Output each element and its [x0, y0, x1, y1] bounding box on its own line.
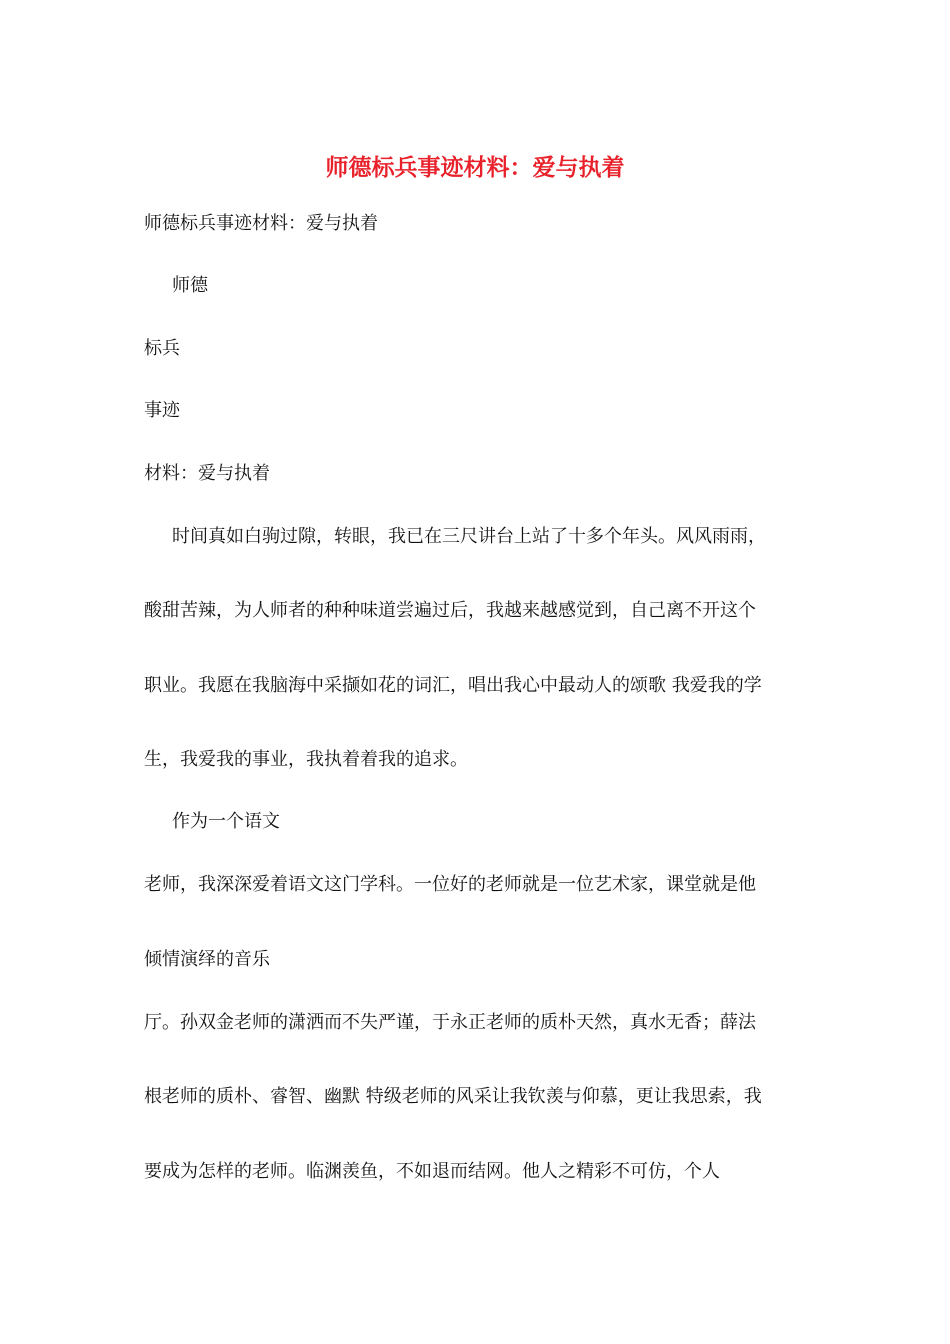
paragraph-line: 时间真如白驹过隙，转眼，我已在三尺讲台上站了十多个年头。风风雨雨，	[172, 526, 766, 547]
paragraph-line: 职业。我愿在我脑海中采撷如花的词汇，唱出我心中最动人的颂歌 我爱我的学	[144, 675, 762, 696]
paragraph-line: 厅。孙双金老师的潇洒而不失严谨，于永正老师的质朴天然，真水无香；薛法	[144, 1012, 756, 1033]
text-line: 师德	[172, 275, 208, 296]
paragraph-line: 作为一个语文	[172, 811, 280, 832]
paragraph-line: 酸甜苦辣，为人师者的种种味道尝遍过后，我越来越感觉到，自己离不开这个	[144, 600, 756, 621]
paragraph-line: 生，我爱我的事业，我执着着我的追求。	[144, 749, 468, 770]
document-title: 师德标兵事迹材料：爱与执着	[325, 154, 625, 181]
paragraph-line: 倾情演绎的音乐	[144, 949, 270, 970]
paragraph-line: 根老师的质朴、睿智、幽默 特级老师的风采让我钦羡与仰慕，更让我思索，我	[144, 1086, 762, 1107]
paragraph-line: 要成为怎样的老师。临渊羡鱼，不如退而结网。他人之精彩不可仿，个人	[144, 1161, 720, 1182]
paragraph-line: 老师，我深深爱着语文这门学科。一位好的老师就是一位艺术家，课堂就是他	[144, 874, 756, 895]
text-line: 标兵	[144, 338, 180, 359]
text-line: 事迹	[144, 400, 180, 421]
text-line: 材料：爱与执着	[144, 463, 270, 484]
subtitle-line: 师德标兵事迹材料：爱与执着	[144, 213, 378, 234]
